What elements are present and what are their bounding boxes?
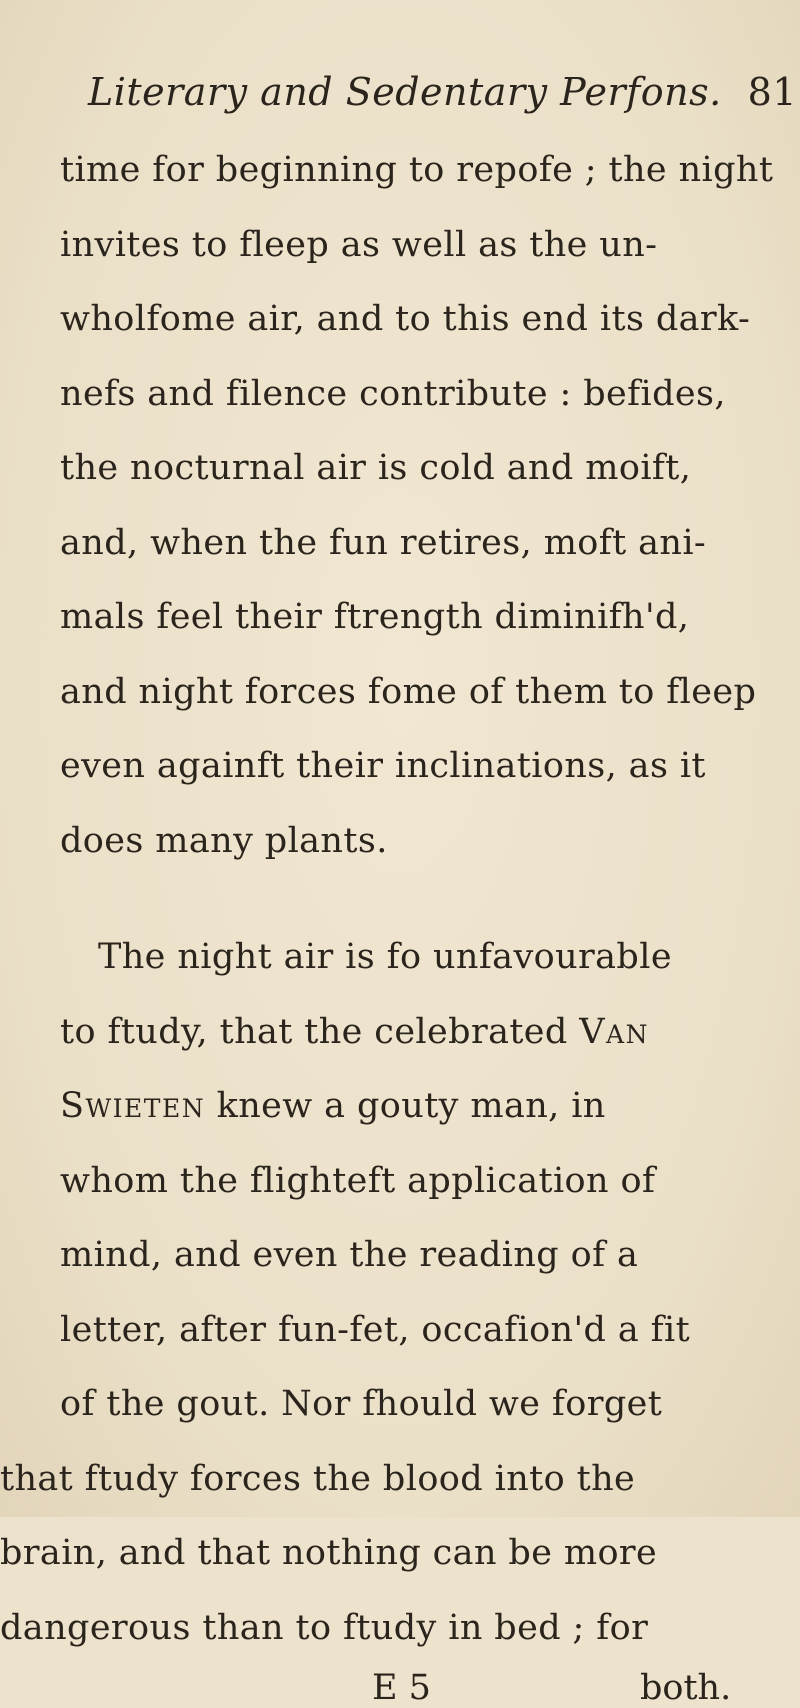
- text-line: even againft their inclinations, as it: [60, 746, 706, 786]
- text-segment: to ftudy, that the celebrated: [60, 1011, 580, 1052]
- text-line: mind, and even the reading of a: [60, 1235, 639, 1275]
- signature-mark: E 5: [372, 1668, 431, 1708]
- text-line: brain, and that nothing can be more: [0, 1533, 658, 1573]
- running-head: [88, 70, 798, 114]
- text-line: [60, 1086, 606, 1126]
- text-line: mals feel their ftrength diminifh'd,: [60, 597, 690, 637]
- text-line: that ftudy forces the blood into the: [0, 1458, 636, 1499]
- text-line: time for beginning to repofe ; the night: [60, 150, 774, 190]
- text-line: of the gout. Nor fhould we forget: [60, 1384, 663, 1424]
- text-line: and night forces fome of them to fleep: [60, 671, 757, 712]
- text-line: wholfome air, and to this end its dark-: [60, 299, 751, 339]
- text-line: dangerous than to ftudy in bed ; for: [0, 1607, 649, 1648]
- person-name: Swieten: [60, 1086, 206, 1126]
- text-line: does many plants.: [60, 820, 388, 861]
- text-line: invites to fleep as well as the un-: [60, 224, 658, 265]
- text-line: the nocturnal air is cold and moift,: [60, 448, 692, 488]
- text-line: whom the flighteft application of: [60, 1160, 656, 1201]
- text-line: [60, 1012, 649, 1052]
- text-line: The night air is fo unfavourable: [98, 937, 672, 977]
- catchword: both.: [640, 1668, 732, 1708]
- text-segment: knew a gouty man, in: [205, 1086, 606, 1126]
- text-line: letter, after fun-fet, occafion'd a fit: [60, 1309, 691, 1350]
- page-number: 81: [747, 70, 798, 114]
- text-line: and, when the fun retires, moft ani-: [60, 522, 707, 563]
- running-head-title: Literary and Sedentary Perfons.: [88, 70, 722, 114]
- person-name: Van: [579, 1011, 649, 1052]
- text-line: nefs and filence contribute : befides,: [60, 373, 726, 414]
